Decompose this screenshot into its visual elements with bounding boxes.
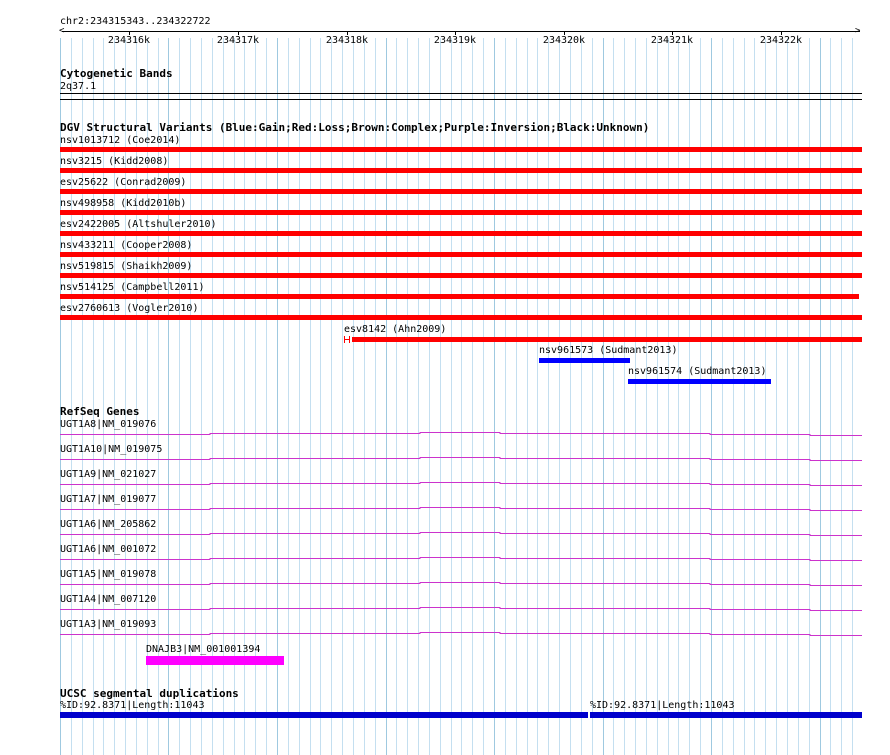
- ruler-left-arrow-icon: <: [59, 26, 65, 36]
- refseq-gene-model[interactable]: [0, 506, 890, 512]
- ruler-tick-label: 234316k: [107, 35, 151, 46]
- dgv-feature-bar[interactable]: [60, 252, 862, 257]
- dgv-feature-label: nsv961573 (Sudmant2013): [539, 345, 678, 356]
- dgv-feature-bar[interactable]: [60, 189, 862, 194]
- refseq-gene-bar[interactable]: [146, 656, 284, 665]
- dgv-feature-label: nsv519815 (Shaikh2009): [60, 261, 193, 272]
- segdup-feature-label: %ID:92.8371|Length:11043: [590, 700, 735, 711]
- dgv-feature-label: esv2422005 (Altshuler2010): [60, 219, 217, 230]
- refseq-gene-model[interactable]: [0, 481, 890, 487]
- refseq-gene-label: UGT1A7|NM_019077: [60, 494, 157, 505]
- refseq-gene-label: UGT1A6|NM_001072: [60, 544, 157, 555]
- refseq-gene-label: UGT1A9|NM_021027: [60, 469, 157, 480]
- refseq-gene-label: UGT1A5|NM_019078: [60, 569, 157, 580]
- dgv-feature-bar[interactable]: [539, 358, 630, 363]
- ruler-tick-label: 234319k: [433, 35, 477, 46]
- segdup-feature-bar[interactable]: [590, 712, 862, 718]
- refseq-gene-model[interactable]: [0, 556, 890, 562]
- dgv-feature-bar[interactable]: [60, 294, 859, 299]
- ruler-tick-label: 234317k: [216, 35, 260, 46]
- refseq-gene-label: UGT1A6|NM_205862: [60, 519, 157, 530]
- cytoband-bar-bottom: [60, 99, 862, 100]
- refseq-track-title: RefSeq Genes: [60, 405, 140, 418]
- refseq-gene-model[interactable]: [0, 631, 890, 637]
- dgv-feature-bar[interactable]: [60, 231, 862, 236]
- dgv-feature-label: nsv961574 (Sudmant2013): [628, 366, 767, 377]
- cytoband-label: 2q37.1: [60, 81, 97, 92]
- dgv-feature-label: nsv498958 (Kidd2010b): [60, 198, 187, 209]
- ruler-tick-label: 234318k: [325, 35, 369, 46]
- dgv-feature-label: esv2760613 (Vogler2010): [60, 303, 199, 314]
- ruler-tick-label: 234322k: [759, 35, 803, 46]
- segdup-track-title: UCSC segmental duplications: [60, 687, 239, 700]
- refseq-gene-model[interactable]: [0, 581, 890, 587]
- cytoband-bar-top: [60, 93, 862, 94]
- segdup-feature-bar[interactable]: [60, 712, 588, 718]
- dgv-feature-bar[interactable]: [60, 147, 862, 152]
- dgv-feature-label: nsv3215 (Kidd2008): [60, 156, 169, 167]
- dgv-feature-bar[interactable]: [628, 379, 771, 384]
- refseq-gene-model[interactable]: [0, 456, 890, 462]
- refseq-gene-label: UGT1A10|NM_019075: [60, 444, 163, 455]
- ruler-tick-label: 234320k: [542, 35, 586, 46]
- ruler-right-arrow-icon: >: [855, 26, 861, 36]
- refseq-gene-model[interactable]: [0, 431, 890, 437]
- dgv-feature-label: nsv433211 (Cooper2008): [60, 240, 193, 251]
- refseq-gene-label: UGT1A3|NM_019093: [60, 619, 157, 630]
- segdup-feature-label: %ID:92.8371|Length:11043: [60, 700, 205, 711]
- dgv-feature-bar[interactable]: [60, 210, 862, 215]
- dgv-feature-label: nsv514125 (Campbell2011): [60, 282, 205, 293]
- dgv-feature-label: esv25622 (Conrad2009): [60, 177, 187, 188]
- dgv-feature-label: nsv1013712 (Coe2014): [60, 135, 181, 146]
- dgv-feature-bar[interactable]: [60, 168, 862, 173]
- ruler-tick-label: 234321k: [650, 35, 694, 46]
- refseq-gene-model[interactable]: [0, 606, 890, 612]
- coordinate-label: chr2:234315343..234322722: [60, 16, 211, 27]
- refseq-gene-label: UGT1A4|NM_007120: [60, 594, 157, 605]
- dgv-feature-bar[interactable]: [60, 315, 862, 320]
- ruler-line: [62, 31, 860, 32]
- dgv-feature-bar[interactable]: [60, 273, 862, 278]
- dgv-feature-cap[interactable]: [344, 336, 350, 343]
- refseq-gene-model[interactable]: [0, 531, 890, 537]
- dgv-feature-bar[interactable]: [352, 337, 862, 342]
- refseq-gene-label: UGT1A8|NM_019076: [60, 419, 157, 430]
- refseq-gene-label: DNAJB3|NM_001001394: [146, 644, 261, 655]
- dgv-track-title: DGV Structural Variants (Blue:Gain;Red:Loss;Brown:Complex;Purple:Inversion;Black:Unknown): [60, 121, 650, 134]
- dgv-feature-label: esv8142 (Ahn2009): [344, 324, 447, 335]
- cytoband-track-title: Cytogenetic Bands: [60, 67, 173, 80]
